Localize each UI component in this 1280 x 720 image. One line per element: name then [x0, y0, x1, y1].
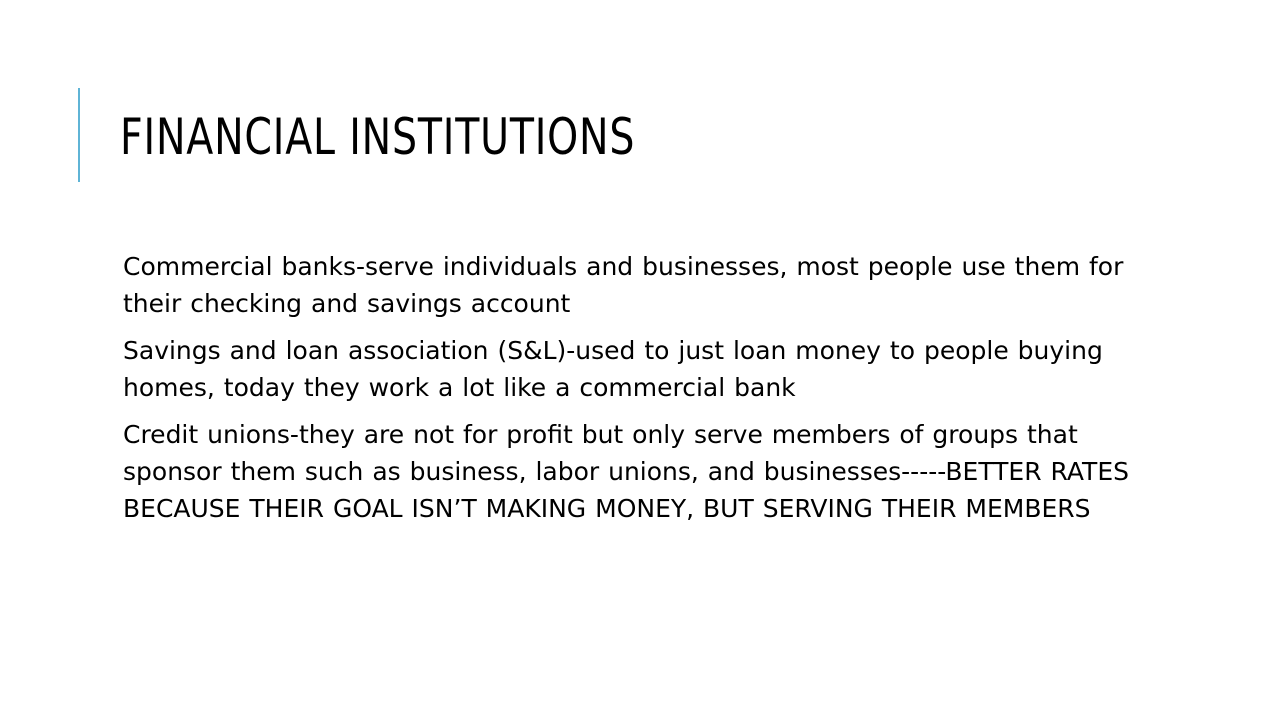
bullet-credit-unions: Credit unions-they are not for profit but only serve members of groups that sponsor them such as business, labor unions, and businesses-----BETTER RATES BECAUSE THEIR GOAL ISN’T MAKING MONEY, BUT SERVING THEIR MEMBERS: [123, 420, 1129, 523]
title-accent-bar: [78, 88, 80, 182]
slide-content: [123, 248, 1133, 537]
slide-title: FINANCIAL INSTITUTIONS: [120, 108, 636, 166]
bullet-commercial-banks: Commercial banks-serve individuals and businesses, most people use them for their checking and savings account: [123, 252, 1124, 318]
bullet-savings-and-loan: Savings and loan association (S&L)-used to just loan money to people buying homes, today they work a lot like a commercial bank: [123, 336, 1103, 402]
